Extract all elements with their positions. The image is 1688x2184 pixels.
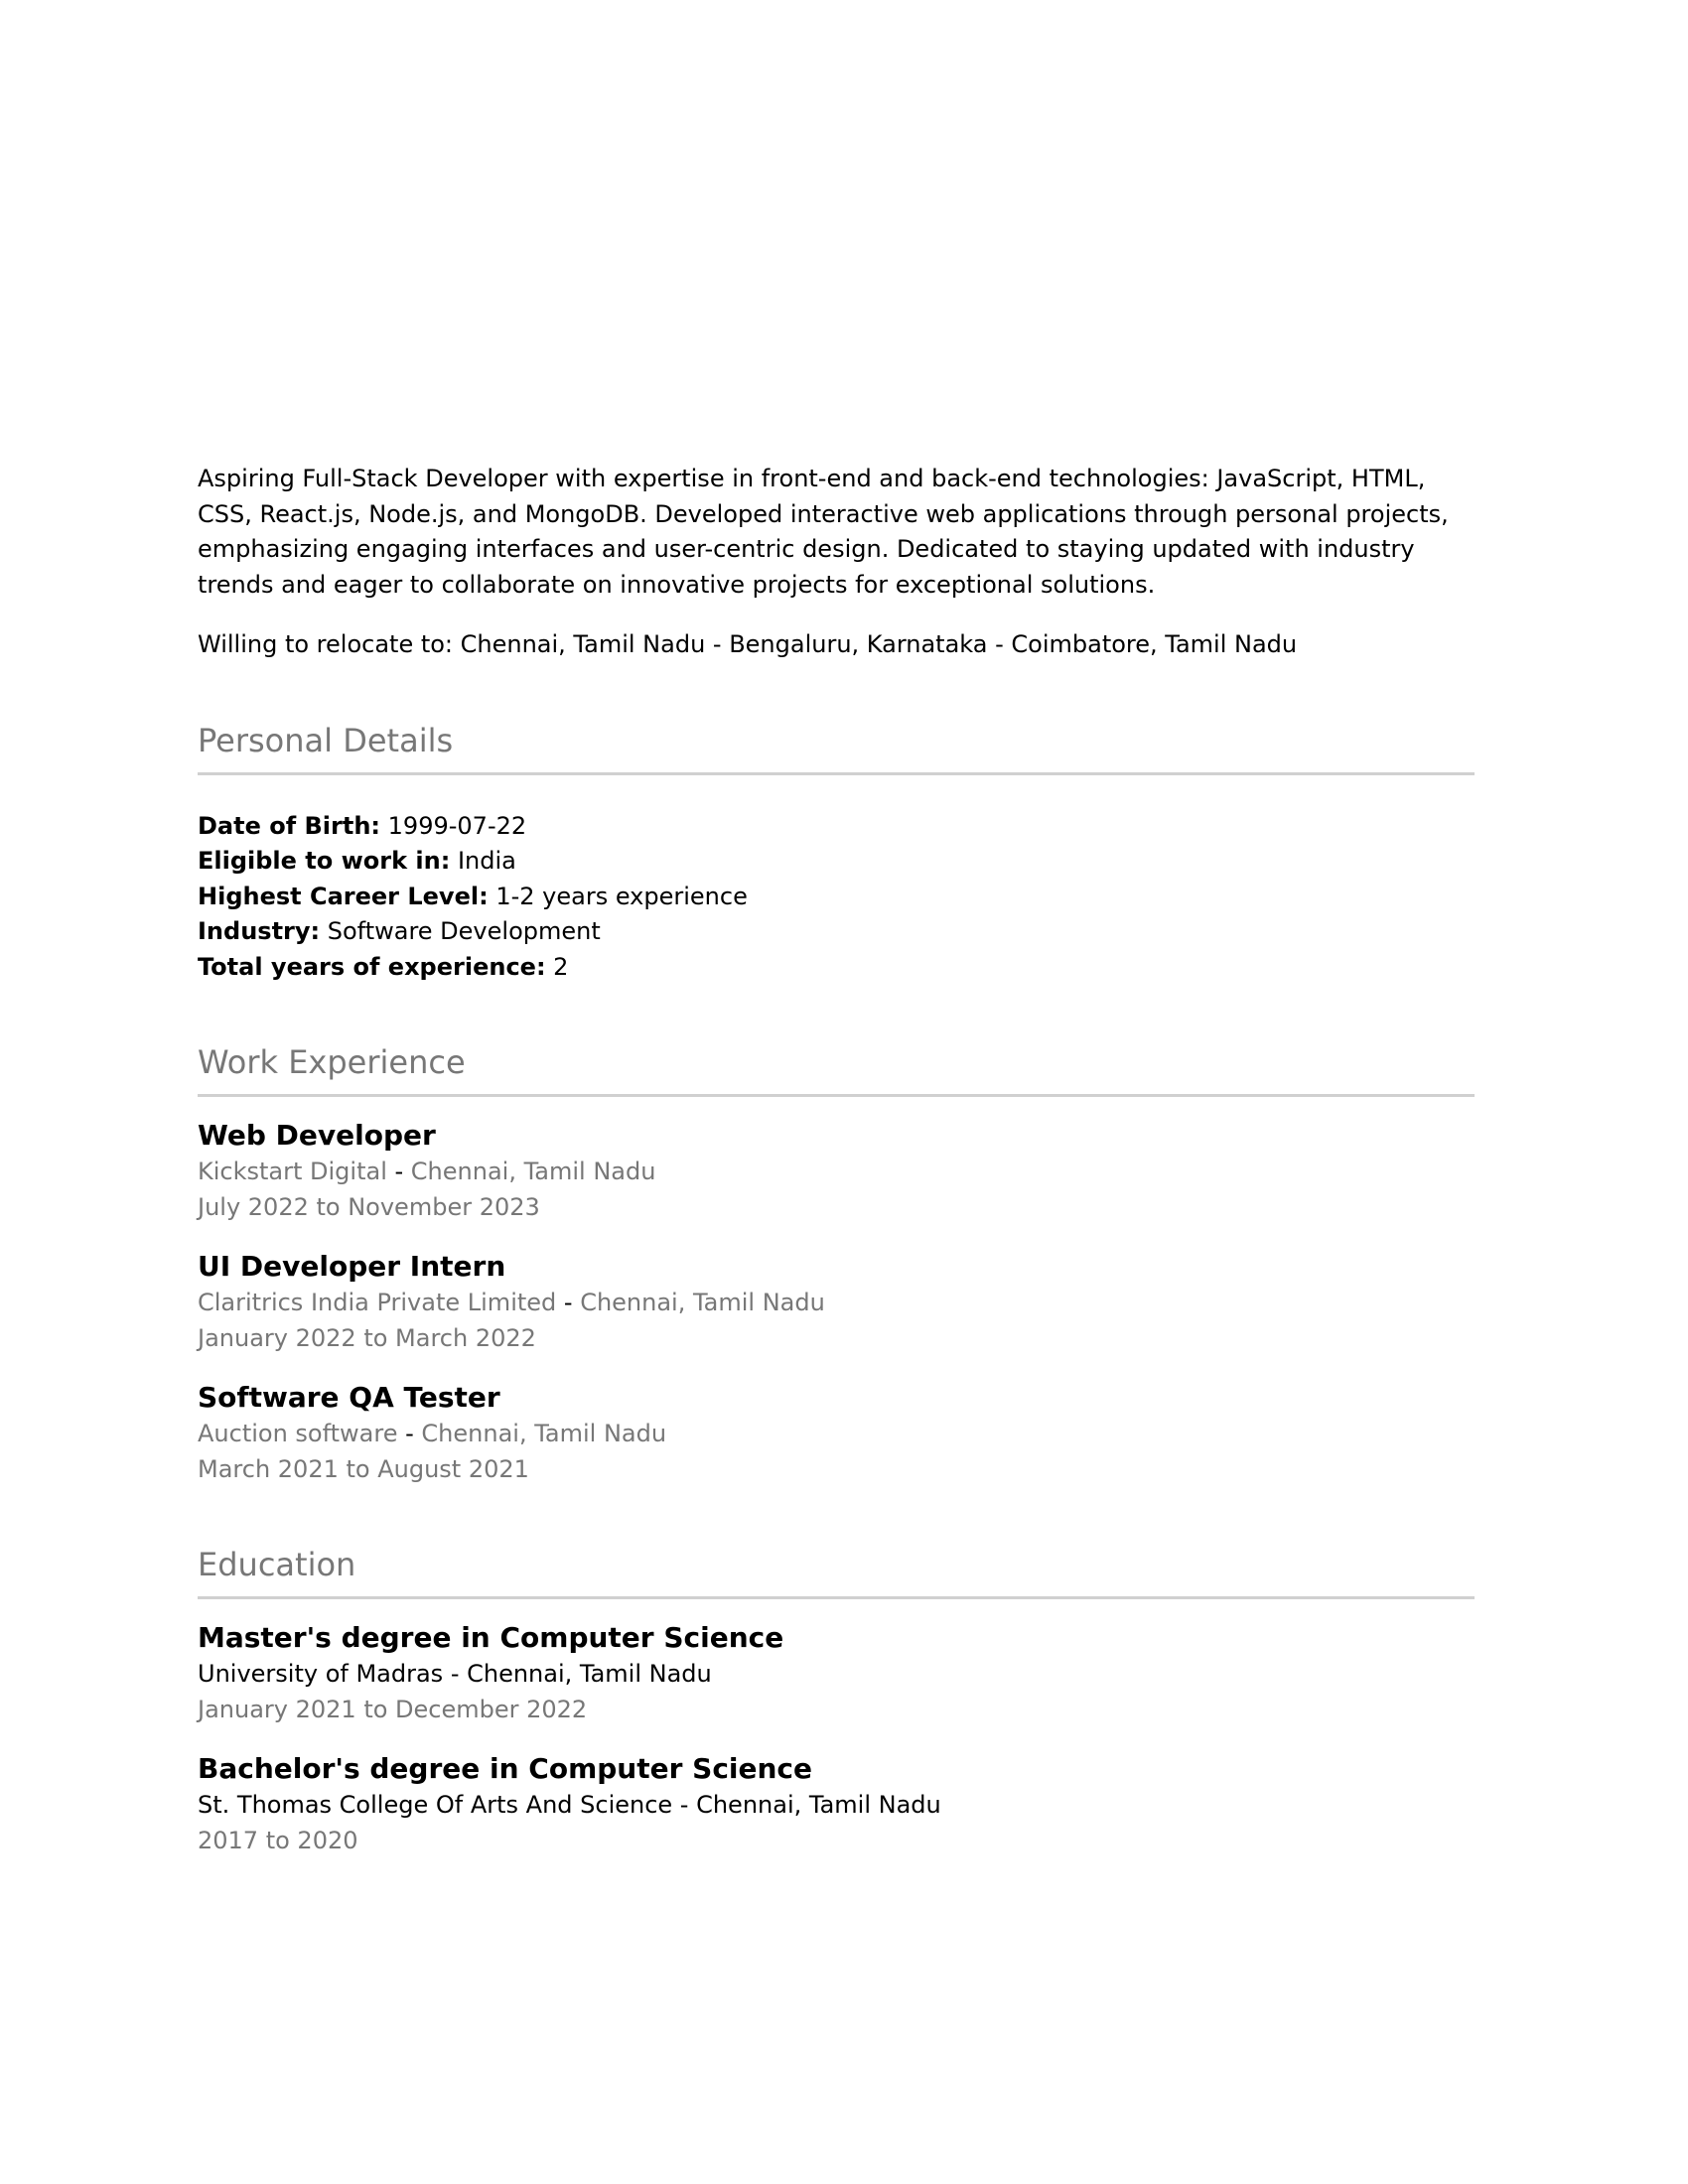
education-entry: [198, 1751, 1478, 1858]
job-title: Software QA Tester: [198, 1381, 500, 1415]
education-dates: 2017 to 2020: [198, 1827, 358, 1855]
detail-row: [198, 809, 1478, 845]
detail-label: Highest Career Level:: [198, 882, 489, 910]
detail-row: [198, 844, 1478, 880]
education-entry: [198, 1620, 1478, 1727]
job-entry: [198, 1118, 1478, 1225]
job-entry: [198, 1249, 1478, 1356]
section-heading-education: Education: [198, 1546, 356, 1584]
detail-row: [198, 914, 1478, 950]
location: Chennai, Tamil Nadu: [580, 1289, 825, 1317]
education-dates: January 2021 to December 2022: [198, 1696, 588, 1724]
location: Chennai, Tamil Nadu: [421, 1420, 667, 1448]
detail-value: 1-2 years experience: [488, 882, 748, 910]
school: University of Madras - Chennai, Tamil Nadu: [198, 1660, 712, 1689]
detail-value: 1999-07-22: [380, 811, 527, 840]
divider: [198, 772, 1475, 775]
section-heading-personal: Personal Details: [198, 721, 454, 759]
relocation-preferences: Willing to relocate to: Chennai, Tamil Nadu - Bengaluru, Karnataka - Coimbatore, Tamil Nadu: [198, 630, 1298, 658]
detail-value: India: [450, 847, 516, 876]
detail-label: Eligible to work in:: [198, 847, 451, 876]
job-dates: July 2022 to November 2023: [198, 1193, 540, 1222]
summary: Aspiring Full-Stack Developer with expertise in front-end and back-end technologies: JavaScript, HTML, CSS, React.js, Node.js, and MongoDB. Developed interactive web applications through personal projects, emphasizing engaging interfaces and user-centric design. Dedicated to staying updated with industry trends and eager to collaborate on innovative projects for exceptional solutions.: [198, 465, 1449, 599]
job-entry: [198, 1380, 1478, 1487]
detail-row: [198, 950, 1478, 986]
divider: [198, 1094, 1475, 1097]
company: Auction software: [198, 1420, 398, 1448]
detail-row: [198, 880, 1478, 915]
separator: -: [556, 1289, 581, 1317]
school: St. Thomas College Of Arts And Science - Chennai, Tamil Nadu: [198, 1791, 941, 1820]
degree: Bachelor's degree in Computer Science: [198, 1752, 813, 1786]
detail-value: Software Development: [320, 917, 601, 946]
degree: Master's degree in Computer Science: [198, 1621, 784, 1655]
location: Chennai, Tamil Nadu: [410, 1158, 656, 1186]
detail-value: 2: [545, 952, 569, 981]
divider: [198, 1596, 1475, 1599]
job-title: UI Developer Intern: [198, 1250, 506, 1284]
detail-label: Date of Birth:: [198, 811, 381, 840]
job-company-line: [198, 1285, 1478, 1320]
job-company-line: [198, 1154, 1478, 1189]
detail-label: Total years of experience:: [198, 952, 546, 981]
job-title: Web Developer: [198, 1119, 436, 1153]
company: Claritrics India Private Limited: [198, 1289, 557, 1317]
resume: [198, 462, 1478, 1858]
job-company-line: [198, 1416, 1478, 1451]
personal-details: [198, 809, 1478, 986]
company: Kickstart Digital: [198, 1158, 387, 1186]
job-dates: January 2022 to March 2022: [198, 1324, 536, 1353]
section-heading-work: Work Experience: [198, 1043, 466, 1082]
detail-label: Industry:: [198, 917, 321, 946]
job-dates: March 2021 to August 2021: [198, 1455, 529, 1484]
separator: -: [397, 1420, 422, 1448]
separator: -: [386, 1158, 411, 1186]
